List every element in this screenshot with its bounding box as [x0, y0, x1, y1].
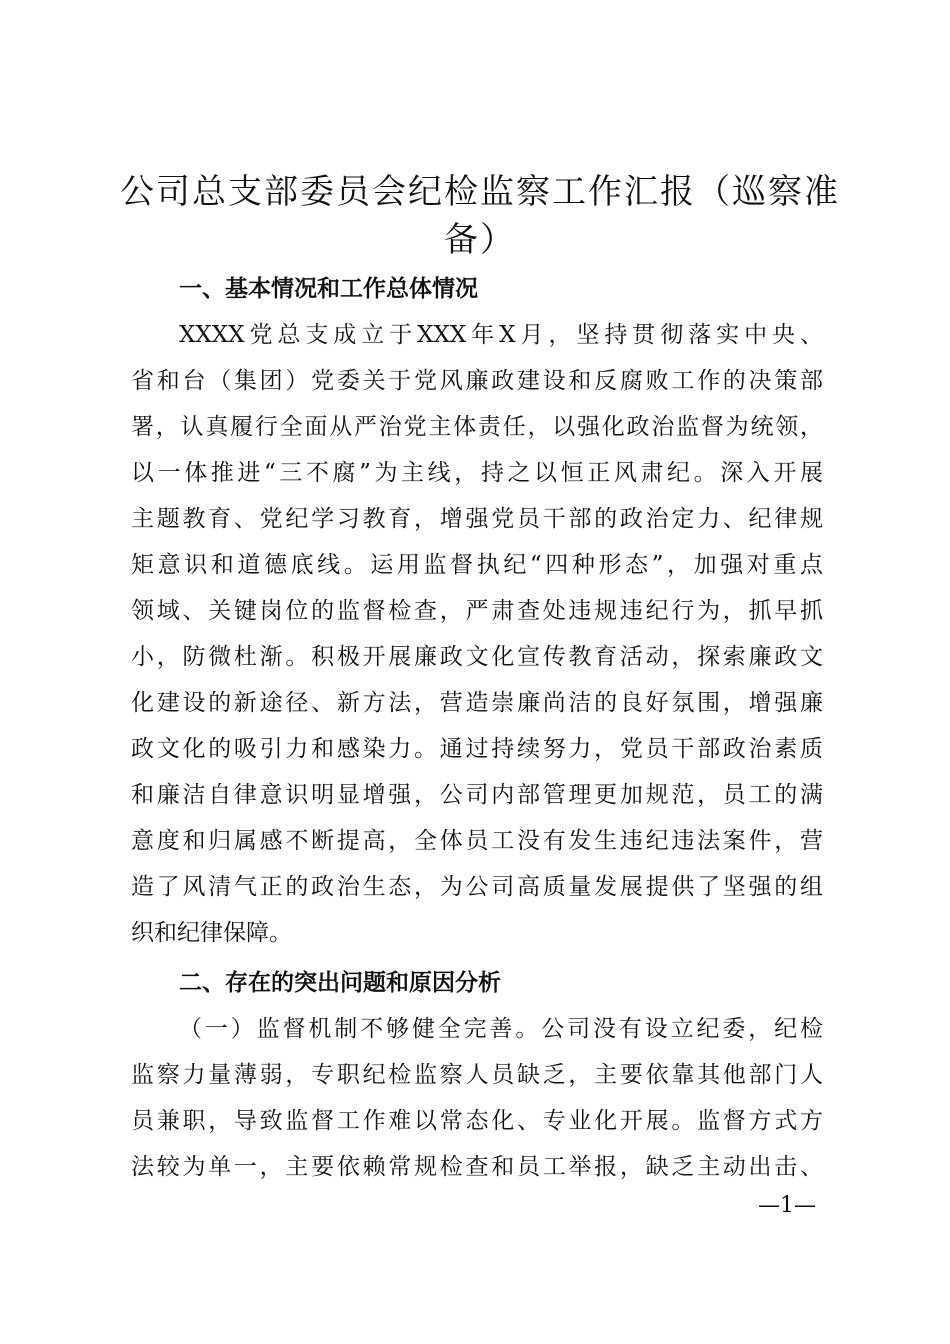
paragraph-line: 领域、关键岗位的监督检查，严肃查处违规违纪行为，抓早抓 — [131, 598, 823, 624]
section-2-paragraph — [131, 1006, 823, 1190]
section-heading-1: 一、基本情况和工作总体情况 — [179, 276, 478, 302]
paragraph-line: XXXX党总支成立于XXX年X月，坚持贯彻落实中央、 — [179, 322, 823, 348]
title-line-2: 备） — [444, 220, 516, 260]
paragraph-line: 矩意识和道德底线。运用监督执纪“四种形态”，加强对重点 — [131, 552, 823, 578]
subheading: （一）监督机制不够健全完善。 — [179, 1016, 542, 1042]
paragraph-text: 公司没有设立纪委，纪检 — [541, 1016, 823, 1042]
paragraph-line: 化建设的新途径、新方法，营造崇廉尚洁的良好氛围，增强廉 — [131, 690, 823, 716]
paragraph-line: 以一体推进“三不腐”为主线，持之以恒正风肃纪。深入开展 — [131, 460, 823, 486]
paragraph-line: 主题教育、党纪学习教育，增强党员干部的政治定力、纪律规 — [131, 506, 823, 532]
title-line-1: 公司总支部委员会纪检监察工作汇报（巡察准 — [120, 172, 840, 212]
paragraph-line: 监察力量薄弱，专职纪检监察人员缺乏，主要依靠其他部门人 — [131, 1062, 823, 1088]
paragraph-line: 和廉洁自律意识明显增强，公司内部管理更加规范，员工的满 — [131, 782, 823, 808]
paragraph-line: 造了风清气正的政治生态，为公司高质量发展提供了坚强的组 — [131, 874, 823, 900]
page-number: —1— — [758, 1193, 816, 1218]
paragraph-line: 意度和归属感不断提高，全体员工没有发生违纪违法案件，营 — [131, 828, 823, 854]
paragraph-line: 省和台（集团）党委关于党风廉政建设和反腐败工作的决策部 — [131, 368, 823, 394]
paragraph-line: 小，防微杜渐。积极开展廉政文化宣传教育活动，探索廉政文 — [131, 644, 823, 670]
paragraph-line-with-subheading — [131, 1006, 823, 1052]
paragraph-line: 织和纪律保障。 — [131, 920, 292, 946]
paragraph-line: 员兼职，导致监督工作难以常态化、专业化开展。监督方式方 — [131, 1108, 823, 1134]
document-body — [131, 266, 823, 1190]
section-heading-2: 二、存在的突出问题和原因分析 — [179, 970, 501, 996]
section-1-paragraph — [131, 312, 823, 956]
document-title — [120, 168, 840, 264]
paragraph-line: 政文化的吸引力和感染力。通过持续努力，党员干部政治素质 — [131, 736, 823, 762]
paragraph-line: 署，认真履行全面从严治党主体责任，以强化政治监督为统领， — [131, 414, 823, 440]
paragraph-line: 法较为单一，主要依赖常规检查和员工举报，缺乏主动出击、 — [131, 1154, 823, 1180]
